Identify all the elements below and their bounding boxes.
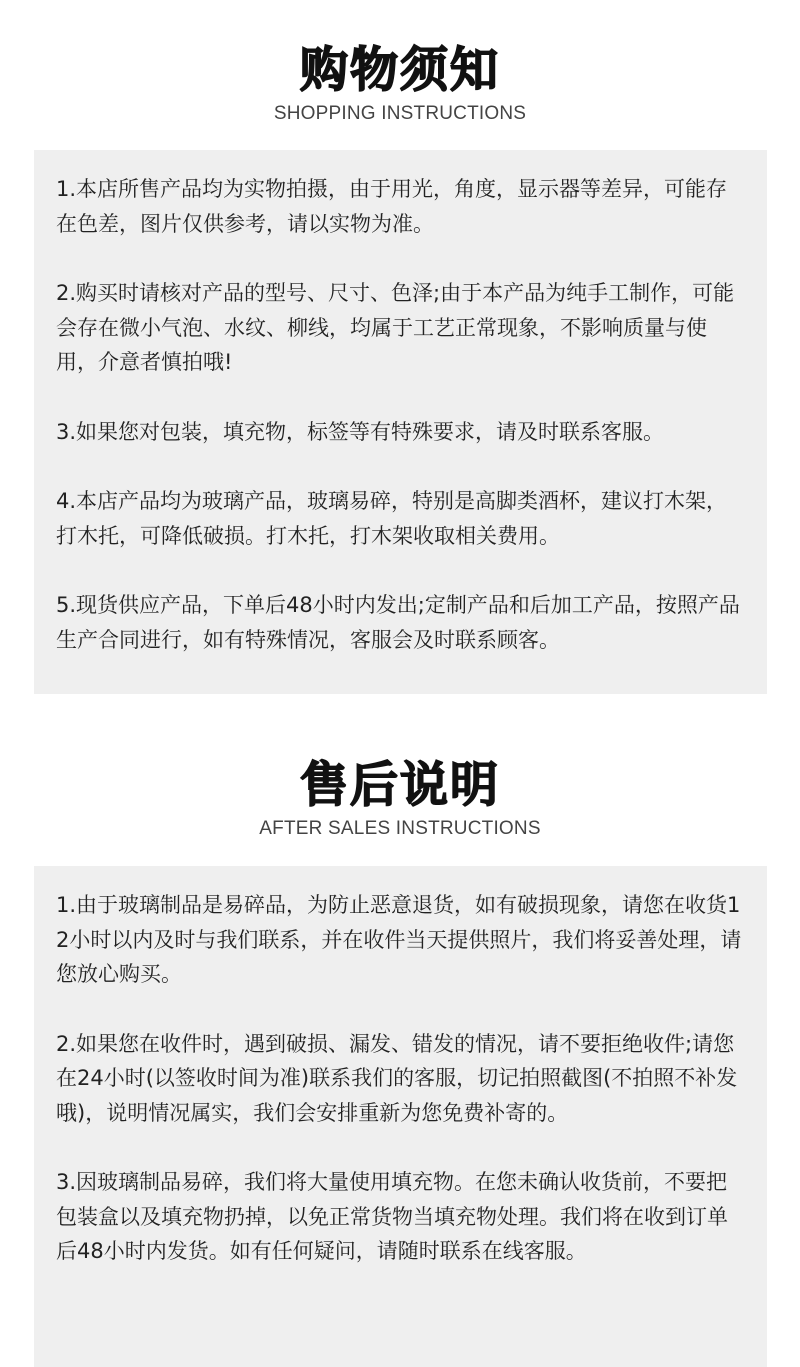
shopping-item-2: 2.购买时请核对产品的型号、尺寸、色泽;由于本产品为纯手工制作，可能会存在微小气泡、水纹、柳线，均属于工艺正常现象，不影响质量与使用，介意者慎拍哦! (56, 281, 735, 374)
shopping-item-3: 3.如果您对包装，填充物，标签等有特殊要求，请及时联系客服。 (56, 419, 665, 444)
after-sales-item-2: 2.如果您在收件时，遇到破损、漏发、错发的情况，请不要拒绝收件;请您在24小时(以签收时间为准)联系我们的客服，切记拍照截图(不拍照不补发哦)，说明情况属实，我们会安排重新为您免费补寄的。 (56, 1031, 738, 1125)
after-sales-item-1: 1.由于玻璃制品是易碎品，为防止恶意退货，如有破损现象，请您在收货12小时以内及时与我们联系，并在收件当天提供照片，我们将妥善处理，请您放心购买。 (56, 893, 742, 986)
shopping-item-5: 5.现货供应产品，下单后48小时内发出;定制产品和后加工产品，按照产品生产合同进行，如有特殊情况，客服会及时联系顾客。 (56, 593, 740, 652)
after-sales-panel (34, 866, 767, 1367)
shopping-title: 购物须知 (299, 42, 500, 98)
shopping-header (0, 42, 800, 126)
shopping-item-1: 1.本店所售产品均为实物拍摄，由于用光，角度，显示器等差异，可能存在色差，图片仅供参考，请以实物为准。 (56, 177, 728, 236)
shopping-instructions-panel (34, 150, 767, 694)
after-sales-header (0, 757, 800, 841)
after-sales-title: 售后说明 (299, 757, 500, 813)
after-sales-item-3: 3.因玻璃制品易碎，我们将大量使用填充物。在您未确认收货前，不要把包装盒以及填充物扔掉，以免正常货物当填充物处理。我们将在收到订单后48小时内发货。如有任何疑问，请随时联系在线客服。 (56, 1170, 728, 1263)
shopping-subtitle: SHOPPING INSTRUCTIONS (273, 103, 527, 124)
after-sales-subtitle: AFTER SALES INSTRUCTIONS (259, 818, 541, 839)
shopping-item-4: 4.本店产品均为玻璃产品，玻璃易碎，特别是高脚类酒杯，建议打木架，打木托，可降低破损。打木托，打木架收取相关费用。 (56, 489, 728, 548)
